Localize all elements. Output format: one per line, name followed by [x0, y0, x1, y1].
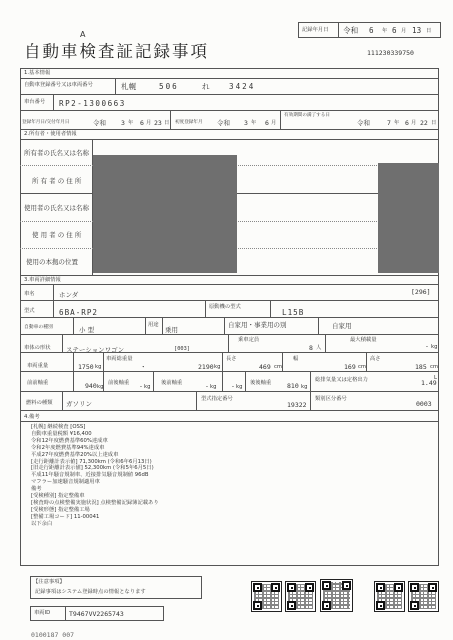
remark-line: [受検種別] 指定整備車	[31, 493, 85, 499]
notes-box	[30, 576, 202, 599]
issue-era: 令和	[343, 26, 359, 35]
document-number: 1112303397​50	[367, 49, 414, 57]
body-code: [003]	[174, 346, 190, 352]
vehicle-kind: 小 型	[79, 326, 95, 334]
remark-line: [受検形態] 指定整備工場	[31, 506, 90, 513]
engine-model: L15B	[282, 308, 305, 317]
front-rear-axle: -	[139, 382, 143, 390]
remark-line: 令和12年度燃費基準60%達成車	[31, 437, 108, 444]
maker-code: [296]	[411, 288, 431, 296]
user-name-label: 使用者の氏名又は名称	[24, 204, 89, 212]
qr-code-icon	[320, 579, 353, 612]
height: 185	[415, 363, 427, 371]
qr-code-icon	[285, 581, 316, 612]
page-title: 自動車検査証記録事項	[24, 42, 209, 61]
owner-name-label: 所有者の氏名又は名称	[24, 149, 89, 157]
section-1-header: 1.基本情報	[24, 70, 51, 76]
remark-line: [旧走行距離計表示値] 52,300km (令和5年6月5日)	[31, 465, 154, 472]
section-2-header: 2.所有者・使用者情報	[24, 131, 77, 137]
vehicle-id-box: 車両ID T9467VV2265743	[30, 606, 164, 621]
remark-line: [検査時の点検整備実施状況] 点検整備記録簿記載あり	[31, 499, 159, 506]
remark-line: [整備工場コード] 11-00041	[31, 513, 100, 520]
rear-rear-axle: 810	[287, 382, 299, 390]
remark-line: 令和2年度燃費基準94%達成車	[31, 444, 105, 451]
vehicle-weight: 1750	[78, 363, 94, 371]
remark-line: 平成27年度燃費基準20%以上達成車	[31, 451, 119, 458]
maker: ホンダ	[59, 291, 79, 299]
reg-class: 506	[159, 82, 179, 91]
base-location-label: 使用の本拠の位置	[26, 258, 78, 266]
category-number: 0003	[416, 400, 432, 408]
redacted-block	[378, 163, 439, 273]
remark-line: 自動車重量税額 ¥16,400	[31, 430, 92, 437]
reg-kana: れ	[202, 82, 210, 91]
reg-area: 札幌	[121, 82, 137, 91]
capacity: 8	[309, 344, 313, 352]
rear-front-axle: -	[205, 382, 209, 390]
displacement: 1.49	[421, 379, 437, 387]
notes-text: 記録事項はシステム登録時点の情報となります	[35, 589, 146, 595]
front-front-axle: 940	[85, 382, 97, 390]
gross-weight: 2190	[198, 363, 214, 371]
owner-address-label: 所 有 者 の 住 所	[32, 177, 82, 185]
max-load: -	[425, 342, 429, 350]
remark-line: 平成11年騒音規制車、近接排気騒音規制値 96dB	[31, 472, 149, 479]
remark-line: [札幌] 継続検査 [OSS]	[31, 424, 86, 430]
type-designation-number: 19322	[287, 401, 307, 409]
body-shape: ステーションワゴン	[66, 346, 125, 354]
vin: RP2-1300663	[59, 99, 126, 108]
remark-line: [走行距離計表示値] 71,300km (令和6年6月13日)	[31, 458, 152, 465]
remark-line: マフラー加速騒音規制適用車	[31, 479, 100, 486]
section-mark: A	[80, 30, 86, 39]
qr-code-icon	[374, 581, 405, 612]
user-address-label: 使 用 者 の 住 所	[32, 231, 82, 239]
vehicle-id: T9467VV2265743	[69, 610, 124, 618]
model: 6BA-RP2	[59, 308, 99, 317]
qr-code-icon	[251, 581, 282, 612]
section-3-header: 3.車両詳細情報	[24, 277, 61, 283]
width: 169	[344, 363, 356, 371]
fuel-type: ガソリン	[66, 400, 92, 408]
business-type: 自家用	[332, 322, 352, 330]
notes-header: 【注意事項】	[33, 579, 65, 585]
redacted-block	[93, 155, 237, 273]
length: 469	[259, 363, 271, 371]
section-4-header: 4.備考	[24, 414, 40, 420]
issue-date-box: 記録年月日 令和 6 年 6 月 13 日	[298, 22, 441, 38]
remark-line: 以下余白	[31, 520, 53, 527]
remark-line: 備考	[31, 486, 42, 493]
reg-number: 3424	[229, 82, 256, 91]
use: 乗用	[165, 326, 178, 334]
footer-number: 0100187 007	[31, 631, 75, 639]
qr-code-icon	[408, 581, 439, 612]
